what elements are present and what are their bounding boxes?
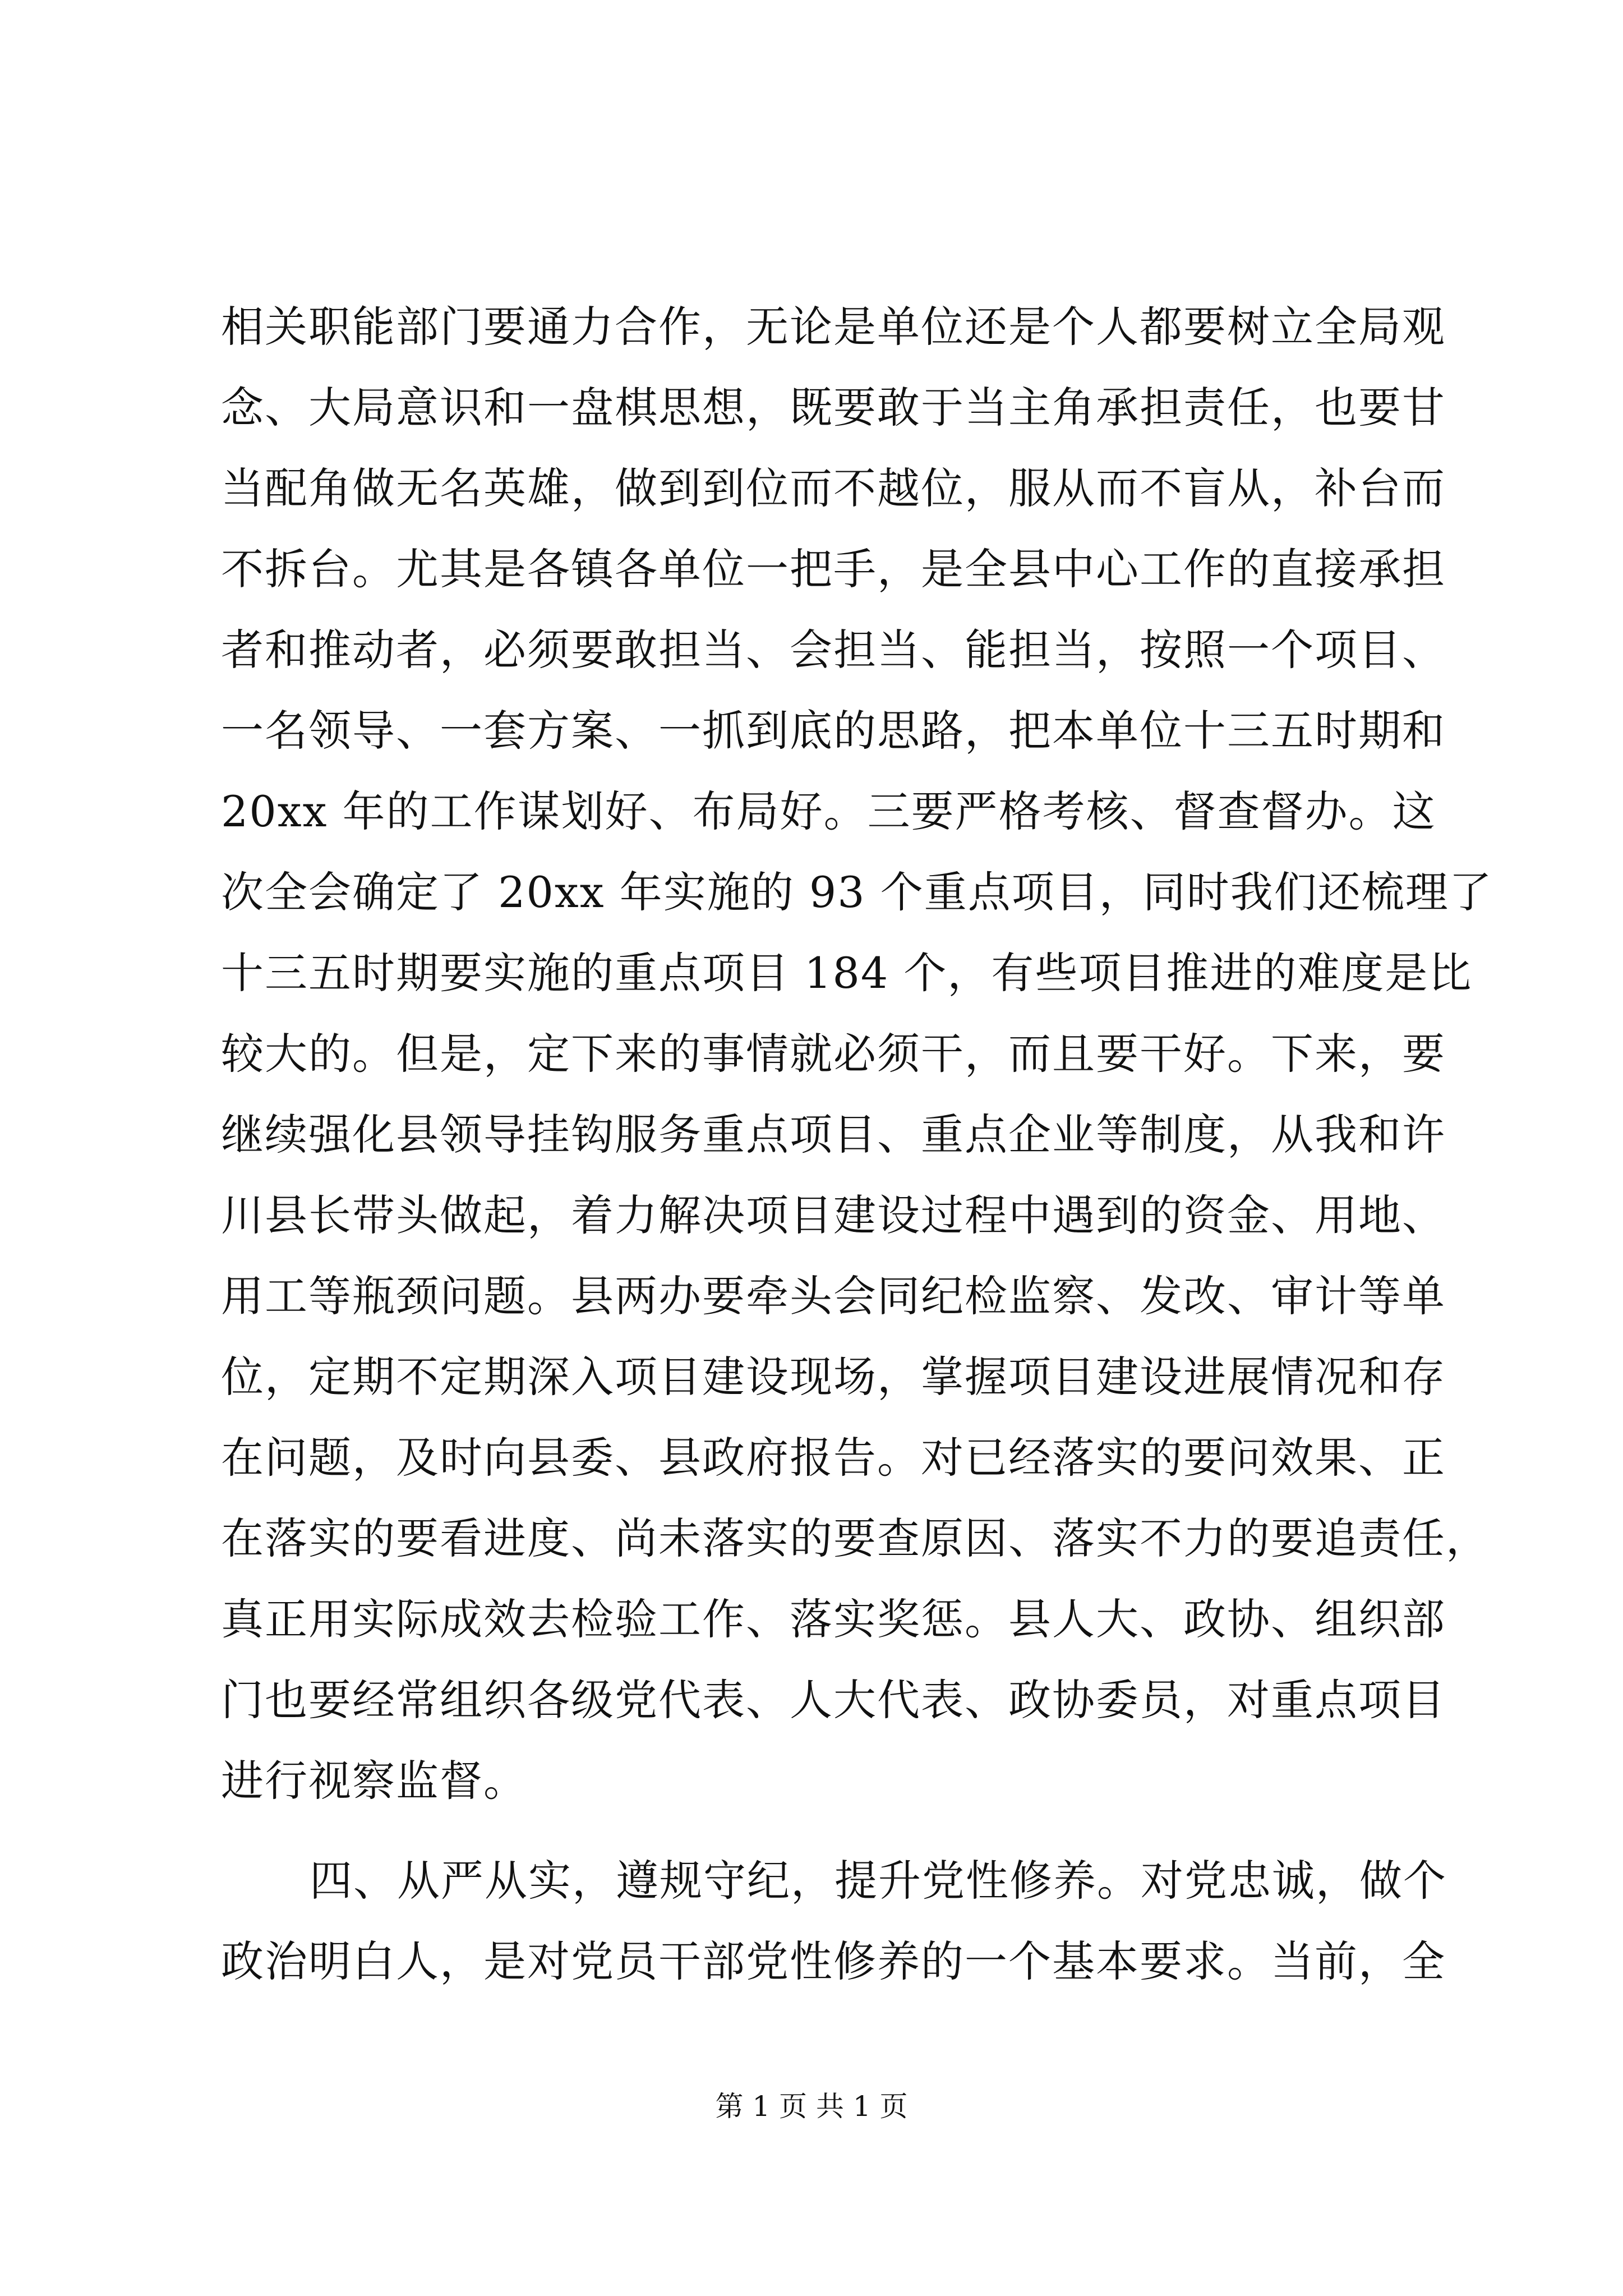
text-line: 一名领导、一套方案、一抓到底的思路，把本单位十三五时期和	[221, 706, 1446, 756]
text-line: 川县长带头做起，着力解决项目建设过程中遇到的资金、用地、	[221, 1190, 1446, 1240]
text-line: 不拆台。尤其是各镇各单位一把手，是全县中心工作的直接承担	[221, 544, 1446, 594]
text-line: 较大的。但是，定下来的事情就必须干，而且要干好。下来，要	[221, 1029, 1446, 1079]
text-line: 真正用实际成效去检验工作、落实奖惩。县人大、政协、组织部	[221, 1594, 1446, 1644]
text-line: 门也要经常组织各级党代表、人大代表、政协委员，对重点项目	[221, 1675, 1446, 1725]
text-line: 位，定期不定期深入项目建设现场，掌握项目建设进展情况和存	[221, 1352, 1446, 1402]
text-line: 相关职能部门要通力合作，无论是单位还是个人都要树立全局观	[221, 302, 1446, 352]
text-line: 次全会确定了 20xx 年实施的 93 个重点项目，同时我们还梳理了	[221, 867, 1493, 917]
paragraph-heading-line: 四、从严从实，遵规守纪，提升党性修养。对党忠诚，做个	[310, 1856, 1447, 1906]
text-line: 在落实的要看进度、尚未落实的要查原因、落实不力的要追责任，	[221, 1513, 1490, 1563]
text-line: 十三五时期要实施的重点项目 184 个，有些项目推进的难度是比	[221, 948, 1473, 998]
text-line: 当配角做无名英雄，做到到位而不越位，服从而不盲从，补台而	[221, 463, 1446, 513]
text-line: 20xx 年的工作谋划好、布局好。三要严格考核、督查督办。这	[221, 786, 1436, 836]
text-line: 在问题，及时向县委、县政府报告。对已经落实的要问效果、正	[221, 1433, 1446, 1483]
text-line: 念、大局意识和一盘棋思想，既要敢于当主角承担责任，也要甘	[221, 383, 1446, 432]
text-line: 用工等瓶颈问题。县两办要牵头会同纪检监察、发改、审计等单	[221, 1271, 1446, 1321]
text-line: 继续强化县领导挂钩服务重点项目、重点企业等制度，从我和许	[221, 1110, 1446, 1159]
text-line: 者和推动者，必须要敢担当、会担当、能担当，按照一个项目、	[221, 625, 1446, 675]
text-line: 政治明白人，是对党员干部党性修养的一个基本要求。当前，全	[221, 1936, 1446, 1986]
page-number-footer: 第 1 页 共 1 页	[715, 2090, 908, 2123]
text-line: 进行视察监督。	[221, 1756, 527, 1806]
